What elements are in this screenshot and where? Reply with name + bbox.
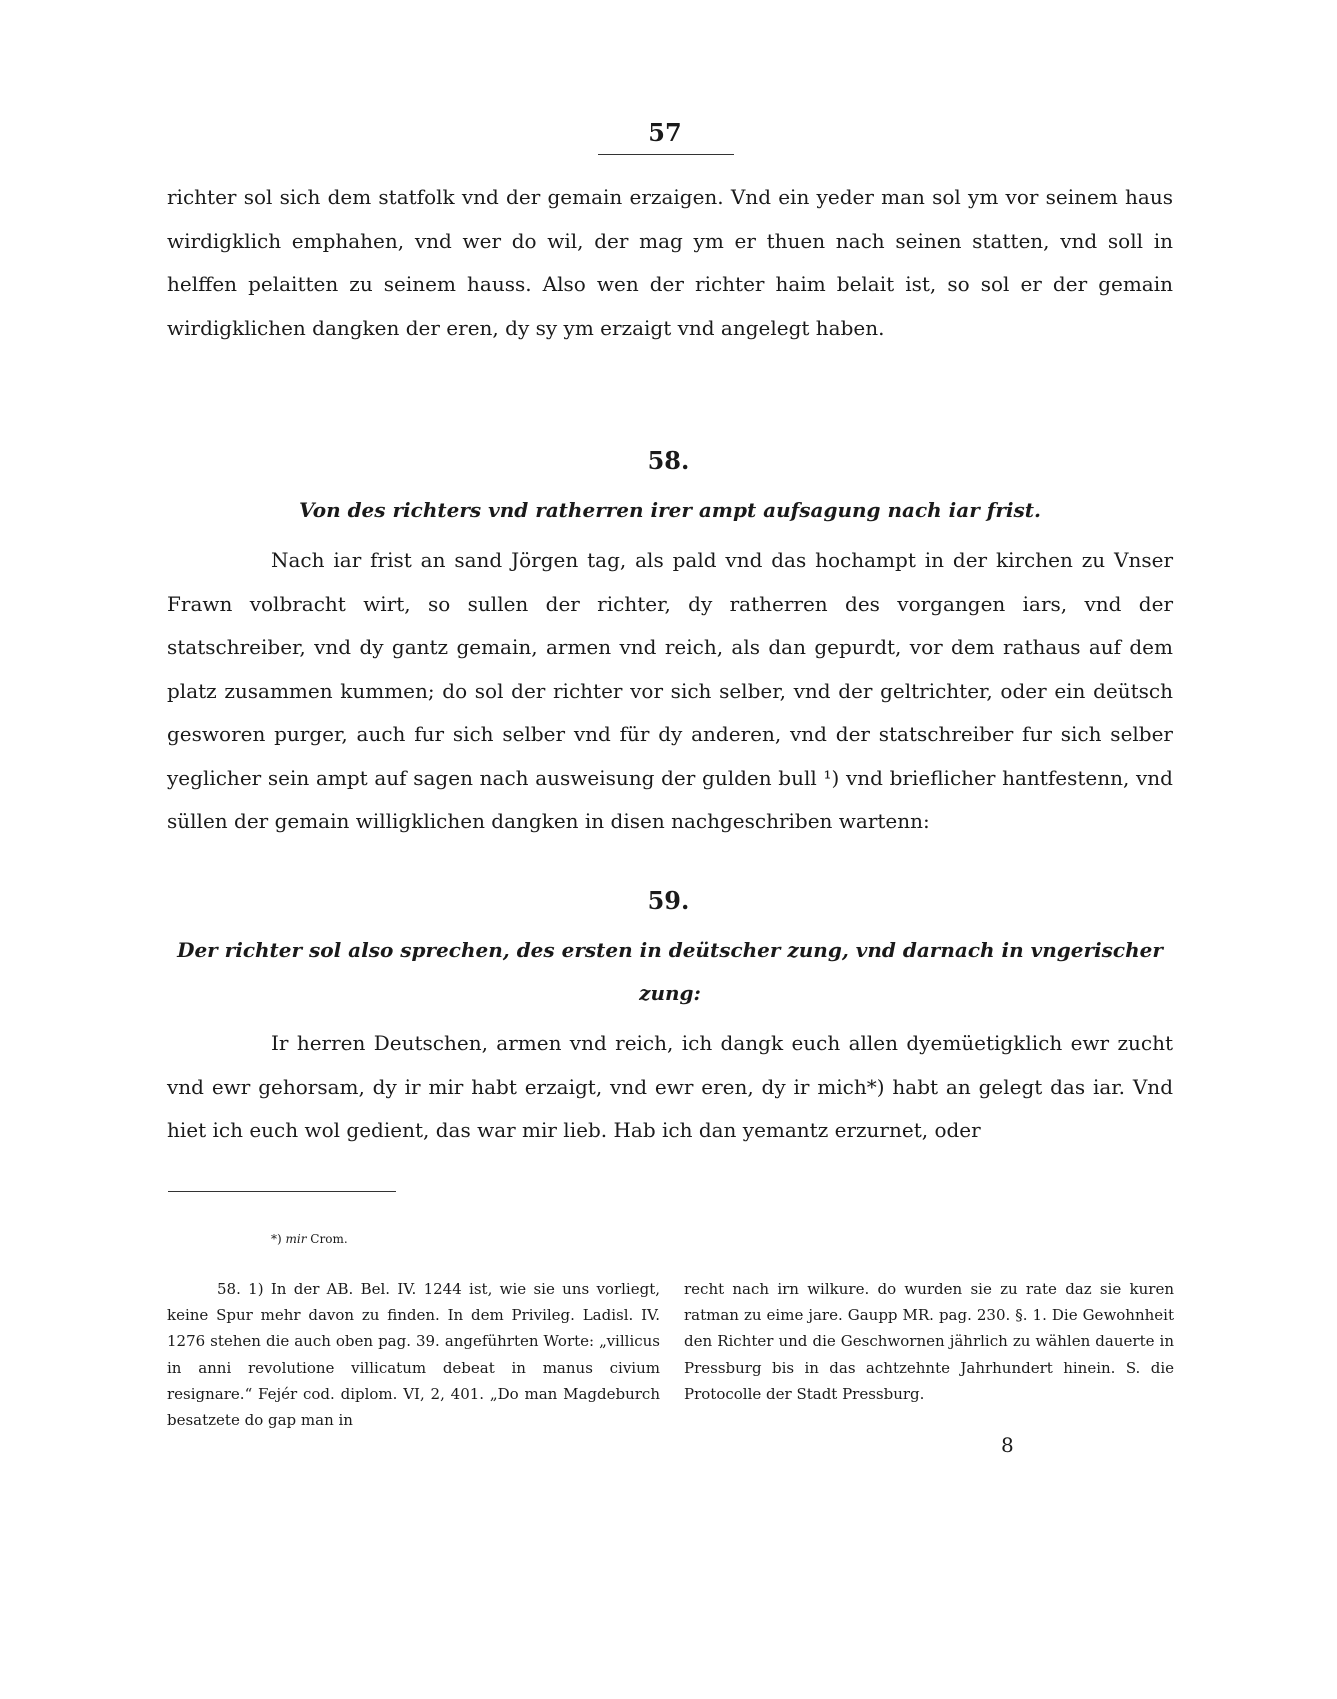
section-number-59: 59. [647, 886, 690, 915]
section-title-59: Der richter sol also sprechen, des ersten in deütscher zung, vnd darnach in vngerischer zung: [177, 938, 1163, 1005]
footnote-rule [168, 1191, 396, 1192]
section-number-58: 58. [647, 446, 690, 475]
paragraph-continuation: richter sol sich dem statfolk vnd der gemain erzaigen. Vnd ein yeder man sol ym vor seinem haus wirdigklich emphahen, vnd wer do wil, der mag ym er thuen nach seinen statten, vnd soll in helffen pelaitten zu seinem hauss. Also wen der richter haim belait ist, so sol er der gemain wirdigklichen dangken der eren, dy sy ym erzaigt vnd angelegt haben. [167, 185, 1173, 340]
page-number-rule [598, 154, 734, 155]
editorial-note-right-column: recht nach irn wilkure. do wurden sie zu rate daz sie kuren ratman zu eime jare. Gaupp MR. pag. 230. §. 1. Die Gewohnheit den Richter und die Geschwornen jährlich zu wählen dauerte in Pressburg bis in das achtzehnte Jahrhundert hinein. S. die Protocolle der Stadt Pressburg. [684, 1280, 1174, 1403]
section-title-58: Von des richters vnd ratherren irer ampt aufsagung nach iar frist. [299, 498, 1041, 522]
footnote-star-source: Crom. [310, 1232, 348, 1246]
signature-mark: 8 [1001, 1433, 1014, 1457]
footnote-star-marker: *) [271, 1232, 282, 1246]
page-number: 57 [648, 118, 682, 147]
paragraph-section-59: Ir herren Deutschen, armen vnd reich, ich dangk euch allen dyemüetigklich ewr zucht vnd ewr gehorsam, dy ir mir habt erzaigt, vnd ewr eren, dy ir mich*) habt an gelegt das iar. Vnd hiet ich euch wol gedient, das war mir lieb. Hab ich dan yemantz erzurnet, oder [167, 1031, 1173, 1142]
footnote-star [271, 1232, 348, 1246]
paragraph-section-58: Nach iar frist an sand Jörgen tag, als pald vnd das hochampt in der kirchen zu Vnser Frawn volbracht wirt, so sullen der richter, dy ratherren des vorgangen iars, vnd der statschreiber, vnd dy gantz gemain, armen vnd reich, als dan gepurdt, vor dem rathaus auf dem platz zusammen kummen; do sol der richter vor sich selber, vnd der geltrichter, oder ein deütsch gesworen purger, auch fur sich selber vnd für dy anderen, vnd der statschreiber fur sich selber yeglicher sein ampt auf sagen nach ausweisung der gulden bull ¹) vnd brieflicher hantfestenn, vnd süllen der gemain willigklichen dangken in disen nachgeschriben wartenn: [167, 548, 1173, 833]
footnote-star-text: mir [285, 1232, 307, 1246]
editorial-note-left-column: 58. 1) In der AB. Bel. IV. 1244 ist, wie sie uns vorliegt, keine Spur mehr davon zu finden. In dem Privileg. Ladisl. IV. 1276 stehen die auch oben pag. 39. angeführten Worte: „villicus in anni revolutione villicatum debeat in manus civium resignare.“ Fejér cod. diplom. VI, 2, 401. „Do man Magdeburch besatzete do gap man in [167, 1280, 660, 1430]
